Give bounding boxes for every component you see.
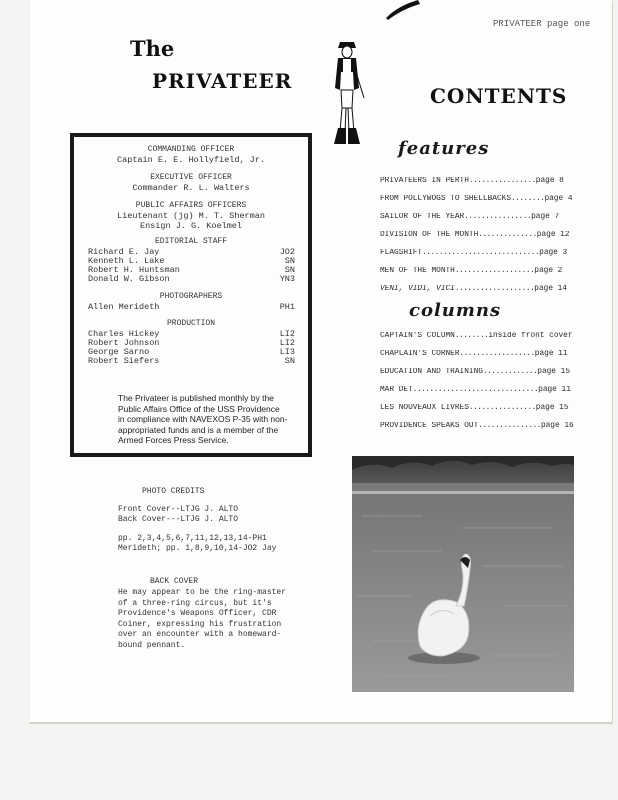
toc-title: PRIVATEERS IN PERTH bbox=[380, 177, 469, 185]
toc-title: FROM POLLYWOGS TO SHELLBACKS bbox=[380, 195, 512, 203]
toc-page: page 7 bbox=[531, 213, 560, 221]
photo-credit-line: Back Cover---LTJG J. ALTO bbox=[118, 515, 239, 524]
public-affairs-heading: PUBLIC AFFAIRS OFFICERS bbox=[135, 201, 247, 210]
staff-rate: LI2 bbox=[279, 338, 295, 348]
staff-rate: LI3 bbox=[279, 347, 295, 357]
toc-leader: ................... bbox=[454, 267, 535, 275]
toc-page: page 12 bbox=[536, 231, 570, 239]
toc-title: DIVISION OF THE MONTH bbox=[380, 231, 479, 239]
toc-leader: ................... bbox=[454, 285, 535, 293]
privateer-figure-illustration bbox=[326, 38, 368, 148]
staff-rate: SN bbox=[284, 256, 295, 266]
toc-entry bbox=[380, 350, 576, 358]
staff-row bbox=[88, 302, 295, 312]
toc-leader: ................ bbox=[464, 213, 532, 221]
staff-name: Robert Siefers bbox=[88, 356, 160, 366]
back-cover-caption: He may appear to be the ring-master of a three-ring circus, but it's Providence's Weapons Officer, CDR Coiner, expressing his frustration over an encounter with a homeward-bound pennant. bbox=[118, 588, 287, 650]
staff-rate: SN bbox=[284, 265, 295, 275]
staff-rate: SN bbox=[284, 356, 295, 366]
toc-title: MAR DET bbox=[380, 386, 413, 394]
toc-leader: .............. bbox=[478, 231, 537, 239]
photo-credits-heading: PHOTO CREDITS bbox=[142, 487, 205, 496]
staff-name: Charles Hickey bbox=[88, 329, 160, 339]
toc-entry bbox=[380, 267, 576, 275]
executive-officer-heading: EXECUTIVE OFFICER bbox=[150, 173, 232, 182]
toc-leader: ............... bbox=[478, 422, 541, 430]
staff-masthead-box bbox=[70, 133, 312, 457]
staff-row bbox=[88, 356, 295, 366]
toc-page: inside front cover bbox=[488, 332, 573, 340]
photo-credit-line: Front Cover--LTJG J. ALTO bbox=[118, 505, 239, 514]
toc-entry bbox=[380, 177, 576, 185]
toc-entry bbox=[380, 404, 576, 412]
toc-page: page 3 bbox=[539, 249, 568, 257]
masthead-title: PRIVATEER bbox=[152, 69, 293, 93]
toc-title: FLAGSHIFT bbox=[380, 249, 423, 257]
toc-page: page 4 bbox=[544, 195, 573, 203]
publication-notice: The Privateer is published monthly by the Public Affairs Office of the USS Providence in compliance with NAVEXOS P-35 with non-appropriated funds and is a member of the Armed Forces Press Service. bbox=[118, 393, 288, 445]
production-heading: PRODUCTION bbox=[166, 319, 215, 328]
toc-entry bbox=[380, 249, 576, 257]
staff-rate: PH1 bbox=[279, 302, 295, 312]
toc-title: CHAPLAIN'S CORNER bbox=[380, 350, 460, 358]
toc-page: page 11 bbox=[538, 386, 571, 394]
toc-title: VENI, VIDI, VICI bbox=[380, 285, 455, 293]
public-affairs-name: Lieutenant (jg) M. T. Sherman bbox=[117, 211, 265, 221]
photo-credit-line: Merideth; pp. 1,8,9,10,14-JO2 Jay bbox=[118, 544, 277, 553]
toc-entry bbox=[380, 386, 576, 394]
swan-photograph bbox=[352, 456, 574, 692]
back-cover-heading: BACK COVER bbox=[150, 577, 199, 586]
toc-entry bbox=[380, 231, 576, 239]
toc-title: EDUCATION AND TRAINING bbox=[380, 368, 483, 376]
photographers-heading: PHOTOGRAPHERS bbox=[159, 292, 223, 301]
features-heading: features bbox=[398, 138, 490, 159]
toc-entry bbox=[380, 368, 576, 376]
toc-entry bbox=[380, 332, 576, 340]
toc-page: page 14 bbox=[534, 285, 568, 293]
staff-name: Robert Johnson bbox=[88, 338, 160, 348]
toc-leader: ............................ bbox=[422, 249, 540, 257]
toc-leader: .................. bbox=[459, 350, 535, 358]
staff-rate: JO2 bbox=[279, 247, 295, 257]
staff-rate: LI2 bbox=[279, 329, 295, 339]
staff-name: Richard E. Jay bbox=[88, 247, 160, 257]
staff-name: Robert H. Huntsman bbox=[88, 265, 180, 275]
toc-page: page 8 bbox=[535, 177, 564, 185]
toc-page: page 2 bbox=[534, 267, 563, 275]
toc-leader: ........ bbox=[454, 332, 489, 340]
corner-ink-mark bbox=[384, 0, 420, 20]
toc-leader: .............................. bbox=[412, 386, 539, 394]
staff-name: George Sarno bbox=[88, 347, 150, 357]
toc-leader: ........ bbox=[511, 195, 545, 203]
toc-title: PROVIDENCE SPEAKS OUT bbox=[380, 422, 479, 430]
public-affairs-name: Ensign J. G. Koelmel bbox=[139, 221, 243, 231]
toc-entry bbox=[380, 213, 576, 221]
staff-rate: YN3 bbox=[279, 274, 295, 284]
commanding-officer-name: Captain E. E. Hollyfield, Jr. bbox=[117, 155, 265, 165]
toc-page: page 11 bbox=[534, 350, 568, 358]
columns-heading: columns bbox=[409, 300, 502, 321]
toc-entry bbox=[380, 285, 576, 293]
staff-row bbox=[88, 274, 295, 284]
toc-title: SAILOR OF THE YEAR bbox=[380, 213, 465, 221]
staff-name: Kenneth L. Lake bbox=[88, 256, 165, 266]
toc-title: MEN OF THE MONTH bbox=[380, 267, 455, 275]
toc-title: CAPTAIN'S COLUMN bbox=[380, 332, 455, 340]
staff-name: Donald W. Gibson bbox=[88, 274, 170, 284]
toc-title: LES NOUVEAUX LIVRES bbox=[380, 404, 469, 412]
toc-page: page 15 bbox=[535, 404, 569, 412]
toc-page: page 16 bbox=[540, 422, 574, 430]
staff-name: Allen Merideth bbox=[88, 302, 160, 312]
toc-leader: ................ bbox=[468, 177, 536, 185]
editorial-staff-heading: EDITORIAL STAFF bbox=[154, 237, 227, 246]
running-head: PRIVATEER page one bbox=[493, 19, 591, 29]
executive-officer-name: Commander R. L. Walters bbox=[132, 183, 250, 193]
toc-page: page 15 bbox=[537, 368, 571, 376]
contents-title: CONTENTS bbox=[430, 84, 568, 108]
toc-entry bbox=[380, 422, 576, 430]
toc-leader: ................ bbox=[468, 404, 536, 412]
toc-entry bbox=[380, 195, 576, 203]
page-edge bbox=[30, 722, 612, 724]
commanding-officer-heading: COMMANDING OFFICER bbox=[147, 145, 235, 154]
masthead-the: The bbox=[130, 36, 175, 61]
toc-leader: ............. bbox=[482, 368, 538, 376]
photo-credit-line: pp. 2,3,4,5,6,7,11,12,13,14-PH1 bbox=[118, 534, 267, 543]
